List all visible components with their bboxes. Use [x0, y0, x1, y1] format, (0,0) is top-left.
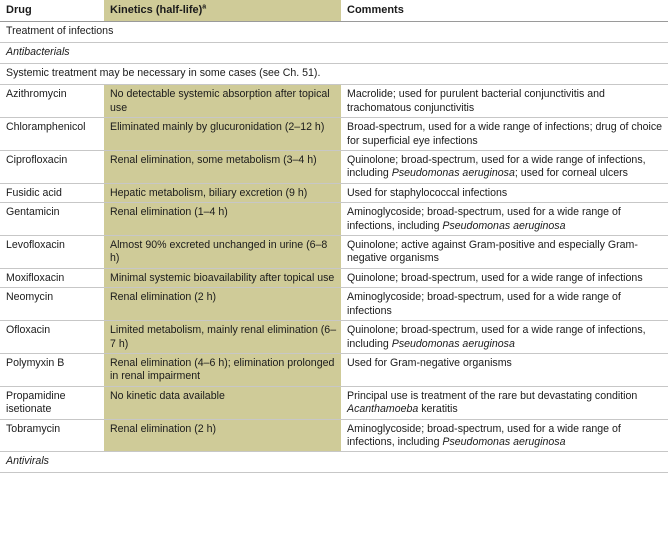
comments-text: Aminoglycoside; broad-spectrum, used for a wide range of infections, including	[347, 422, 621, 448]
kinetics-cell: Renal elimination (1–4 h)	[104, 203, 341, 236]
comments-cell: Broad-spectrum, used for a wide range of infections; drug of choice for superficial eye infections	[341, 118, 668, 151]
subsection-row	[0, 43, 668, 64]
subsection-row	[0, 452, 668, 473]
organism-name: Pseudomonas aeruginosa	[391, 337, 515, 350]
header-kinetics	[104, 0, 341, 22]
comments-text: Principal use is treatment of the rare but devastating condition	[347, 389, 638, 402]
table-row	[0, 118, 668, 151]
comments-cell: Quinolone; active against Gram-positive and especially Gram-negative organisms	[341, 236, 668, 269]
drug-name: Propamidine isetionate	[0, 386, 104, 419]
header-comments: Comments	[341, 0, 668, 22]
table-row	[0, 203, 668, 236]
comments-cell: Macrolide; used for purulent bacterial conjunctivitis and trachomatous conjunctivitis	[341, 85, 668, 118]
header-row	[0, 0, 668, 22]
table-row	[0, 419, 668, 452]
organism-name: Pseudomonas aeruginosa	[442, 435, 566, 448]
table-row	[0, 288, 668, 321]
note-row	[0, 64, 668, 85]
table-row	[0, 236, 668, 269]
comments-text: ; used for corneal ulcers	[514, 167, 628, 180]
kinetics-cell: Almost 90% excreted unchanged in urine (6–8 h)	[104, 236, 341, 269]
drug-name: Azithromycin	[0, 85, 104, 118]
comments-cell: Aminoglycoside; broad-spectrum, used for a wide range of infections	[341, 288, 668, 321]
comments-cell	[341, 419, 668, 452]
kinetics-cell: Limited metabolism, mainly renal elimination (6–7 h)	[104, 321, 341, 354]
comments-text: Quinolone; broad-spectrum, used for a wide range of infections, including	[347, 154, 646, 180]
header-kinetics-label: Kinetics (half-life)	[110, 4, 203, 16]
kinetics-cell: Minimal systemic bioavailability after topical use	[104, 268, 341, 287]
kinetics-cell: Eliminated mainly by glucuronidation (2–12 h)	[104, 118, 341, 151]
drug-name: Ciprofloxacin	[0, 151, 104, 184]
table-row	[0, 353, 668, 386]
kinetics-cell: Renal elimination (4–6 h); elimination prolonged in renal impairment	[104, 353, 341, 386]
drug-name: Tobramycin	[0, 419, 104, 452]
section-title: Treatment of infections	[0, 22, 668, 43]
comments-text: Quinolone; broad-spectrum, used for a wide range of infections, including	[347, 324, 646, 350]
kinetics-cell: No kinetic data available	[104, 386, 341, 419]
comments-cell: Used for Gram-negative organisms	[341, 353, 668, 386]
table-row	[0, 268, 668, 287]
drug-name: Neomycin	[0, 288, 104, 321]
header-drug: Drug	[0, 0, 104, 22]
comments-cell: Quinolone; broad-spectrum, used for a wide range of infections	[341, 268, 668, 287]
comments-cell	[341, 321, 668, 354]
subsection-antivirals: Antivirals	[0, 452, 668, 473]
organism-name: Pseudomonas aeruginosa	[391, 167, 515, 180]
comments-text: keratitis	[418, 403, 458, 416]
kinetics-cell: Renal elimination, some metabolism (3–4 h)	[104, 151, 341, 184]
kinetics-cell: Renal elimination (2 h)	[104, 419, 341, 452]
drug-name: Fusidic acid	[0, 183, 104, 202]
comments-cell: Used for staphylococcal infections	[341, 183, 668, 202]
systemic-note: Systemic treatment may be necessary in some cases (see Ch. 51).	[0, 64, 668, 85]
drug-name: Gentamicin	[0, 203, 104, 236]
drug-name: Levofloxacin	[0, 236, 104, 269]
kinetics-cell: No detectable systemic absorption after topical use	[104, 85, 341, 118]
table-row	[0, 183, 668, 202]
table-row	[0, 151, 668, 184]
comments-cell	[341, 386, 668, 419]
comments-cell	[341, 151, 668, 184]
table-row	[0, 386, 668, 419]
drug-name: Moxifloxacin	[0, 268, 104, 287]
table-row	[0, 85, 668, 118]
section-row	[0, 22, 668, 43]
drug-name: Chloramphenicol	[0, 118, 104, 151]
drug-name: Polymyxin B	[0, 353, 104, 386]
kinetics-cell: Hepatic metabolism, biliary excretion (9 h)	[104, 183, 341, 202]
drug-name: Ofloxacin	[0, 321, 104, 354]
header-kinetics-footnote: a	[202, 3, 207, 11]
organism-name: Acanthamoeba	[347, 403, 419, 416]
kinetics-cell: Renal elimination (2 h)	[104, 288, 341, 321]
subsection-antibacterials: Antibacterials	[0, 43, 668, 64]
comments-text: Aminoglycoside; broad-spectrum, used for a wide range of infections, including	[347, 206, 621, 232]
table-row	[0, 321, 668, 354]
comments-cell	[341, 203, 668, 236]
organism-name: Pseudomonas aeruginosa	[442, 219, 566, 232]
